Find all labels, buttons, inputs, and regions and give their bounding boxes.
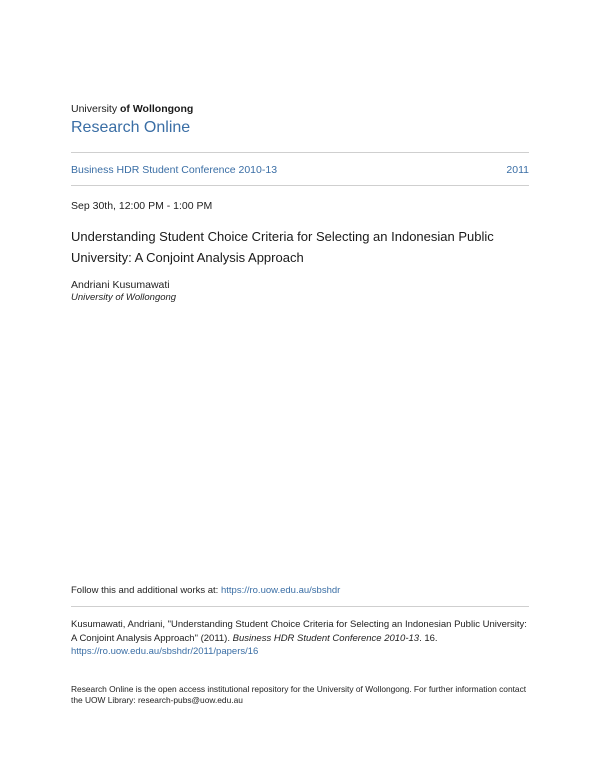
recommended-citation [71,618,529,659]
divider-citation [71,606,529,607]
author-affiliation: University of Wollongong [71,292,177,303]
institution-prefix: University [71,103,118,115]
repository-footer: Research Online is the open access institutional repository for the University of Wollongong. For further information contact the UOW Library: research-pubs@uow.edu.au [71,684,527,705]
follow-link[interactable]: https://ro.uow.edu.au/sbshdr [220,585,341,596]
year-link[interactable]: 2011 [506,164,529,176]
session-datetime: Sep 30th, 12:00 PM - 1:00 PM [71,200,213,212]
paper-title: Understanding Student Choice Criteria for Selecting an Indonesian Public University: A Conjoint Analysis Approach [71,229,494,265]
institution-name [71,103,193,115]
citation-source: Business HDR Student Conference 2010-13 [232,632,420,644]
citation-suffix: . 16. [419,632,438,644]
follow-text: Follow this and additional works at: [71,585,221,596]
series-link[interactable]: Business HDR Student Conference 2010-13 [71,164,278,176]
author-name: Andriani Kusumawati [71,279,170,291]
citation-link[interactable]: https://ro.uow.edu.au/sbshdr/2011/papers/16 [71,646,259,657]
follow-line [71,585,340,596]
divider-series [71,185,529,186]
repository-name[interactable]: Research Online [71,119,191,136]
institution-suffix: of Wollongong [117,103,194,115]
citation-prefix: Kusumawati, Andriani, "Understanding Student Choice Criteria for Selecting an Indonesian Public University: A Conjoint Analysis Approach" (2011). [71,619,527,644]
divider-top [71,152,529,153]
